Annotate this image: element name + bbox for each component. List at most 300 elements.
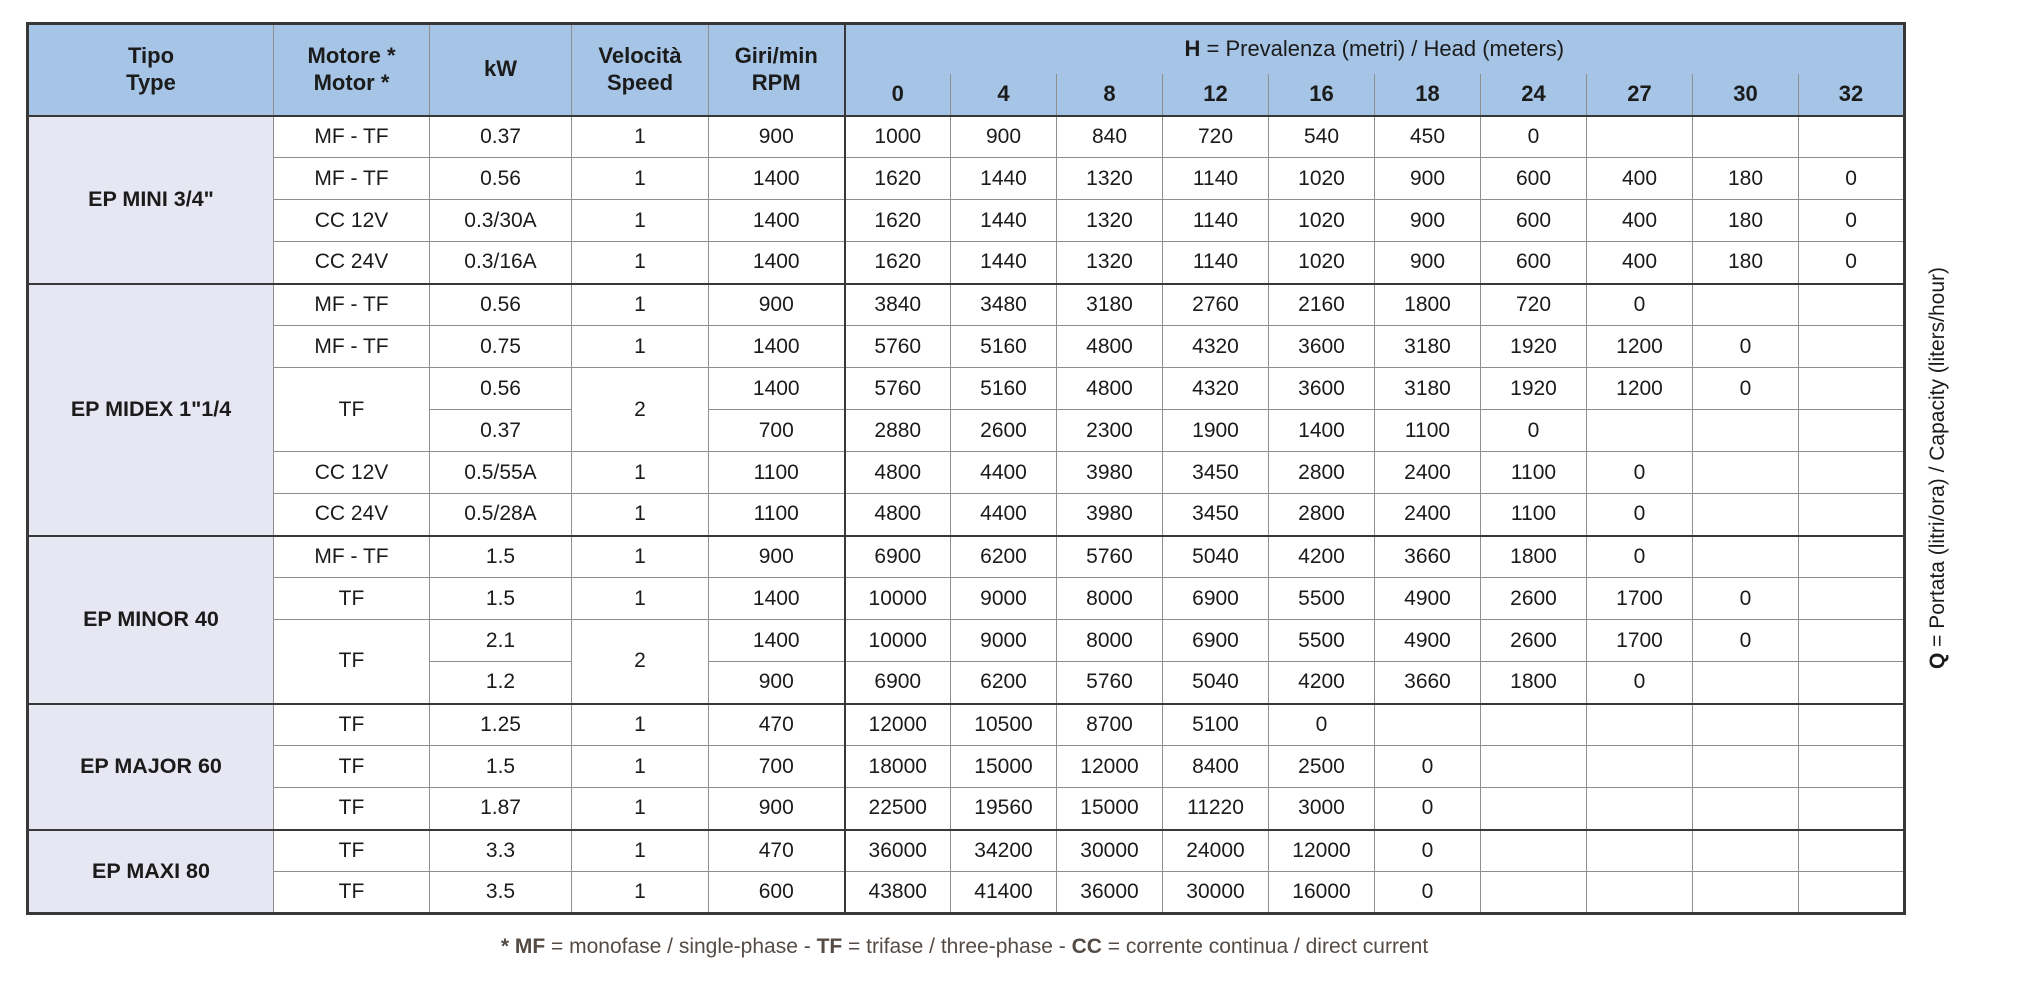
motor-cell: TF — [274, 368, 430, 452]
capacity-cell: 4800 — [845, 494, 951, 536]
capacity-cell: 1140 — [1163, 242, 1269, 284]
table-row — [28, 746, 1905, 788]
capacity-cell: 10000 — [845, 578, 951, 620]
capacity-cell: 2300 — [1057, 410, 1163, 452]
capacity-cell: 4320 — [1163, 368, 1269, 410]
header-velocita-it: Velocità — [598, 42, 682, 68]
capacity-cell: 1100 — [1481, 494, 1587, 536]
head-col-30: 30 — [1693, 74, 1799, 116]
capacity-cell: 2400 — [1375, 494, 1481, 536]
capacity-cell: 8700 — [1057, 704, 1163, 746]
capacity-cell — [1693, 536, 1799, 578]
kw-cell: 1.5 — [430, 536, 572, 578]
capacity-cell: 1140 — [1163, 158, 1269, 200]
capacity-cell: 3480 — [951, 284, 1057, 326]
header-motore-it: Motore * — [307, 42, 396, 68]
group-name-cell: EP MAXI 80 — [28, 830, 274, 914]
capacity-cell — [1587, 830, 1693, 872]
capacity-cell: 0 — [1799, 158, 1905, 200]
rpm-cell: 600 — [709, 872, 845, 914]
capacity-cell: 1620 — [845, 158, 951, 200]
capacity-cell — [1481, 788, 1587, 830]
rpm-cell: 1400 — [709, 200, 845, 242]
table-row — [28, 200, 1905, 242]
capacity-cell: 22500 — [845, 788, 951, 830]
capacity-cell: 1700 — [1587, 578, 1693, 620]
table-row — [28, 242, 1905, 284]
motor-cell: TF — [274, 620, 430, 704]
capacity-cell — [1799, 704, 1905, 746]
header-tipo — [28, 24, 274, 116]
head-col-32: 32 — [1799, 74, 1905, 116]
rpm-cell: 700 — [709, 746, 845, 788]
capacity-cell: 2500 — [1269, 746, 1375, 788]
capacity-cell: 4800 — [1057, 368, 1163, 410]
capacity-cell — [1481, 872, 1587, 914]
capacity-cell: 24000 — [1163, 830, 1269, 872]
capacity-cell: 0 — [1481, 116, 1587, 158]
capacity-cell: 1100 — [1481, 452, 1587, 494]
capacity-cell — [1693, 746, 1799, 788]
header-row-main — [28, 24, 1905, 74]
capacity-cell: 0 — [1587, 494, 1693, 536]
rpm-cell: 700 — [709, 410, 845, 452]
capacity-cell: 0 — [1375, 746, 1481, 788]
capacity-cell: 30000 — [1057, 830, 1163, 872]
capacity-cell: 3180 — [1375, 368, 1481, 410]
capacity-cell: 34200 — [951, 830, 1057, 872]
capacity-cell — [1799, 662, 1905, 704]
capacity-cell: 400 — [1587, 242, 1693, 284]
table-row — [28, 452, 1905, 494]
capacity-cell: 1020 — [1269, 242, 1375, 284]
head-col-24: 24 — [1481, 74, 1587, 116]
capacity-cell: 0 — [1693, 326, 1799, 368]
capacity-cell: 5760 — [845, 368, 951, 410]
capacity-cell: 2880 — [845, 410, 951, 452]
kw-cell: 0.3/30A — [430, 200, 572, 242]
capacity-cell: 1800 — [1375, 284, 1481, 326]
kw-cell: 1.5 — [430, 746, 572, 788]
kw-cell: 1.25 — [430, 704, 572, 746]
motor-cell: CC 24V — [274, 494, 430, 536]
capacity-cell — [1693, 116, 1799, 158]
rpm-cell: 900 — [709, 788, 845, 830]
capacity-cell — [1799, 494, 1905, 536]
capacity-cell: 1020 — [1269, 200, 1375, 242]
table-row — [28, 830, 1905, 872]
capacity-cell: 1800 — [1481, 536, 1587, 578]
capacity-cell: 12000 — [845, 704, 951, 746]
motor-cell: TF — [274, 578, 430, 620]
capacity-cell: 5500 — [1269, 578, 1375, 620]
capacity-cell: 3660 — [1375, 536, 1481, 578]
rpm-cell: 1400 — [709, 158, 845, 200]
capacity-cell: 720 — [1481, 284, 1587, 326]
capacity-cell: 36000 — [1057, 872, 1163, 914]
capacity-cell: 1900 — [1163, 410, 1269, 452]
capacity-cell: 0 — [1587, 536, 1693, 578]
head-col-16: 16 — [1269, 74, 1375, 116]
capacity-cell: 0 — [1587, 662, 1693, 704]
capacity-cell — [1693, 410, 1799, 452]
header-tipo-it: Tipo — [127, 42, 175, 68]
capacity-cell: 180 — [1693, 242, 1799, 284]
speed-cell: 1 — [572, 872, 709, 914]
capacity-cell: 9000 — [951, 620, 1057, 662]
capacity-cell: 4400 — [951, 452, 1057, 494]
header-giri-it: Giri/min — [734, 42, 818, 68]
capacity-cell: 8000 — [1057, 620, 1163, 662]
kw-cell: 3.5 — [430, 872, 572, 914]
motor-cell: TF — [274, 704, 430, 746]
capacity-cell: 1320 — [1057, 242, 1163, 284]
capacity-cell: 3000 — [1269, 788, 1375, 830]
capacity-cell: 5040 — [1163, 662, 1269, 704]
capacity-cell: 5760 — [1057, 662, 1163, 704]
capacity-cell: 19560 — [951, 788, 1057, 830]
capacity-cell — [1587, 746, 1693, 788]
capacity-cell: 180 — [1693, 200, 1799, 242]
table-row — [28, 536, 1905, 578]
rpm-cell: 1400 — [709, 242, 845, 284]
capacity-cell: 0 — [1587, 452, 1693, 494]
rpm-cell: 1400 — [709, 620, 845, 662]
capacity-cell: 4900 — [1375, 578, 1481, 620]
group-name-cell: EP MAJOR 60 — [28, 704, 274, 830]
capacity-cell: 6900 — [1163, 578, 1269, 620]
motor-cell: MF - TF — [274, 158, 430, 200]
kw-cell: 3.3 — [430, 830, 572, 872]
capacity-cell: 15000 — [1057, 788, 1163, 830]
capacity-cell: 540 — [1269, 116, 1375, 158]
capacity-cell — [1587, 410, 1693, 452]
capacity-cell: 4200 — [1269, 662, 1375, 704]
capacity-cell: 2160 — [1269, 284, 1375, 326]
capacity-cell: 1400 — [1269, 410, 1375, 452]
capacity-cell — [1799, 452, 1905, 494]
capacity-cell — [1799, 578, 1905, 620]
motor-cell: MF - TF — [274, 326, 430, 368]
capacity-cell: 10000 — [845, 620, 951, 662]
pump-capacity-table — [26, 22, 1906, 915]
capacity-cell: 6900 — [845, 662, 951, 704]
header-head-text: = Prevalenza (metri) / Head (meters) — [1200, 35, 1565, 61]
header-head-symbol: H — [1184, 35, 1201, 61]
kw-cell: 0.37 — [430, 410, 572, 452]
capacity-cell: 400 — [1587, 200, 1693, 242]
capacity-cell: 3600 — [1269, 326, 1375, 368]
table-wrap — [26, 22, 2033, 915]
speed-cell: 1 — [572, 326, 709, 368]
group-name-cell: EP MINI 3/4" — [28, 116, 274, 284]
capacity-cell: 0 — [1693, 620, 1799, 662]
capacity-cell: 9000 — [951, 578, 1057, 620]
capacity-cell — [1799, 116, 1905, 158]
kw-cell: 1.87 — [430, 788, 572, 830]
head-col-4: 4 — [951, 74, 1057, 116]
capacity-cell — [1799, 830, 1905, 872]
header-motore — [274, 24, 430, 116]
capacity-cell: 1200 — [1587, 326, 1693, 368]
header-tipo-en: Type — [126, 69, 176, 95]
capacity-cell: 4200 — [1269, 536, 1375, 578]
capacity-cell: 1140 — [1163, 200, 1269, 242]
speed-cell: 2 — [572, 368, 709, 452]
table-row — [28, 872, 1905, 914]
motor-cell: CC 12V — [274, 200, 430, 242]
capacity-cell: 0 — [1375, 788, 1481, 830]
capacity-cell: 450 — [1375, 116, 1481, 158]
speed-cell: 1 — [572, 116, 709, 158]
capacity-cell: 1200 — [1587, 368, 1693, 410]
kw-cell: 0.5/55A — [430, 452, 572, 494]
capacity-cell: 3660 — [1375, 662, 1481, 704]
head-col-0: 0 — [845, 74, 951, 116]
capacity-cell: 10500 — [951, 704, 1057, 746]
capacity-cell: 8400 — [1163, 746, 1269, 788]
head-col-27: 27 — [1587, 74, 1693, 116]
header-velocita-en: Speed — [606, 69, 674, 95]
rpm-cell: 1100 — [709, 452, 845, 494]
capacity-cell: 0 — [1375, 872, 1481, 914]
capacity-cell: 16000 — [1269, 872, 1375, 914]
capacity-cell: 1320 — [1057, 200, 1163, 242]
capacity-cell — [1693, 788, 1799, 830]
motor-cell: CC 24V — [274, 242, 430, 284]
speed-cell: 1 — [572, 788, 709, 830]
rpm-cell: 470 — [709, 704, 845, 746]
capacity-cell: 5760 — [1057, 536, 1163, 578]
capacity-cell: 2600 — [1481, 578, 1587, 620]
capacity-cell — [1587, 116, 1693, 158]
capacity-cell: 180 — [1693, 158, 1799, 200]
header-giri-en: RPM — [751, 69, 801, 95]
table-row — [28, 116, 1905, 158]
capacity-cell — [1587, 872, 1693, 914]
speed-cell: 1 — [572, 158, 709, 200]
capacity-cell — [1799, 326, 1905, 368]
capacity-cell: 3600 — [1269, 368, 1375, 410]
capacity-cell: 400 — [1587, 158, 1693, 200]
motor-cell: MF - TF — [274, 284, 430, 326]
capacity-cell — [1587, 788, 1693, 830]
capacity-cell: 6200 — [951, 662, 1057, 704]
capacity-cell — [1799, 788, 1905, 830]
speed-cell: 1 — [572, 284, 709, 326]
kw-cell: 2.1 — [430, 620, 572, 662]
capacity-cell: 600 — [1481, 158, 1587, 200]
kw-cell: 1.5 — [430, 578, 572, 620]
capacity-cell — [1693, 704, 1799, 746]
capacity-cell: 3450 — [1163, 452, 1269, 494]
capacity-cell: 4800 — [1057, 326, 1163, 368]
header-kw: kW — [430, 24, 572, 116]
kw-cell: 0.56 — [430, 284, 572, 326]
capacity-cell — [1799, 368, 1905, 410]
capacity-cell — [1693, 830, 1799, 872]
capacity-cell: 5760 — [845, 326, 951, 368]
capacity-cell: 3180 — [1375, 326, 1481, 368]
capacity-cell: 4800 — [845, 452, 951, 494]
motor-cell: TF — [274, 788, 430, 830]
capacity-cell — [1375, 704, 1481, 746]
capacity-cell: 840 — [1057, 116, 1163, 158]
table-row — [28, 368, 1905, 410]
capacity-cell — [1693, 284, 1799, 326]
capacity-cell: 0 — [1481, 410, 1587, 452]
table-row — [28, 788, 1905, 830]
capacity-cell: 6900 — [1163, 620, 1269, 662]
kw-cell: 0.56 — [430, 158, 572, 200]
capacity-cell: 5040 — [1163, 536, 1269, 578]
capacity-cell: 0 — [1693, 368, 1799, 410]
capacity-cell: 1700 — [1587, 620, 1693, 662]
rpm-cell: 900 — [709, 284, 845, 326]
capacity-cell: 2400 — [1375, 452, 1481, 494]
header-velocita — [572, 24, 709, 116]
motor-cell: TF — [274, 830, 430, 872]
head-col-8: 8 — [1057, 74, 1163, 116]
table-row — [28, 620, 1905, 662]
capacity-cell: 900 — [1375, 242, 1481, 284]
head-col-18: 18 — [1375, 74, 1481, 116]
motor-cell: TF — [274, 746, 430, 788]
capacity-cell: 5160 — [951, 368, 1057, 410]
capacity-cell: 2800 — [1269, 494, 1375, 536]
speed-cell: 1 — [572, 746, 709, 788]
speed-cell: 1 — [572, 578, 709, 620]
capacity-cell: 1440 — [951, 242, 1057, 284]
kw-cell: 0.5/28A — [430, 494, 572, 536]
header-motore-en: Motor * — [313, 69, 390, 95]
capacity-cell: 43800 — [845, 872, 951, 914]
capacity-cell: 2760 — [1163, 284, 1269, 326]
capacity-cell: 11220 — [1163, 788, 1269, 830]
capacity-cell: 900 — [951, 116, 1057, 158]
capacity-cell: 0 — [1587, 284, 1693, 326]
capacity-cell: 1320 — [1057, 158, 1163, 200]
capacity-cell — [1481, 704, 1587, 746]
capacity-cell: 1100 — [1375, 410, 1481, 452]
table-row — [28, 704, 1905, 746]
capacity-cell: 2800 — [1269, 452, 1375, 494]
capacity-cell: 2600 — [1481, 620, 1587, 662]
table-row — [28, 578, 1905, 620]
head-col-12: 12 — [1163, 74, 1269, 116]
capacity-cell — [1799, 872, 1905, 914]
kw-cell: 0.56 — [430, 368, 572, 410]
speed-cell: 1 — [572, 536, 709, 578]
capacity-cell — [1693, 662, 1799, 704]
capacity-cell: 1620 — [845, 242, 951, 284]
q-axis-column — [1906, 22, 1970, 915]
kw-cell: 0.3/16A — [430, 242, 572, 284]
capacity-cell: 8000 — [1057, 578, 1163, 620]
q-axis-label: Q = Portata (litri/ora) / Capacity (liters/hour) — [1926, 267, 1950, 670]
speed-cell: 1 — [572, 830, 709, 872]
capacity-cell — [1799, 536, 1905, 578]
speed-cell: 1 — [572, 452, 709, 494]
kw-cell: 0.37 — [430, 116, 572, 158]
capacity-cell — [1799, 284, 1905, 326]
motor-cell: CC 12V — [274, 452, 430, 494]
capacity-cell: 1920 — [1481, 368, 1587, 410]
kw-cell: 0.75 — [430, 326, 572, 368]
capacity-cell: 15000 — [951, 746, 1057, 788]
motor-cell: MF - TF — [274, 536, 430, 578]
table-row — [28, 284, 1905, 326]
capacity-cell — [1693, 872, 1799, 914]
speed-cell: 2 — [572, 620, 709, 704]
capacity-cell: 18000 — [845, 746, 951, 788]
capacity-cell: 0 — [1375, 830, 1481, 872]
capacity-cell: 36000 — [845, 830, 951, 872]
capacity-cell: 4320 — [1163, 326, 1269, 368]
speed-cell: 1 — [572, 704, 709, 746]
capacity-cell: 3980 — [1057, 452, 1163, 494]
rpm-cell: 900 — [709, 662, 845, 704]
speed-cell: 1 — [572, 200, 709, 242]
capacity-cell: 0 — [1799, 200, 1905, 242]
capacity-cell: 3450 — [1163, 494, 1269, 536]
speed-cell: 1 — [572, 494, 709, 536]
capacity-cell: 600 — [1481, 200, 1587, 242]
capacity-cell — [1693, 452, 1799, 494]
capacity-cell: 900 — [1375, 200, 1481, 242]
motor-cell: MF - TF — [274, 116, 430, 158]
capacity-cell: 1020 — [1269, 158, 1375, 200]
capacity-cell: 0 — [1693, 578, 1799, 620]
capacity-cell — [1799, 746, 1905, 788]
table-row — [28, 158, 1905, 200]
capacity-cell: 41400 — [951, 872, 1057, 914]
capacity-cell: 6900 — [845, 536, 951, 578]
capacity-cell — [1693, 494, 1799, 536]
capacity-cell: 1920 — [1481, 326, 1587, 368]
rpm-cell: 1400 — [709, 326, 845, 368]
capacity-cell: 12000 — [1269, 830, 1375, 872]
rpm-cell: 900 — [709, 116, 845, 158]
capacity-cell: 600 — [1481, 242, 1587, 284]
capacity-cell: 6200 — [951, 536, 1057, 578]
capacity-cell: 3840 — [845, 284, 951, 326]
rpm-cell: 1400 — [709, 578, 845, 620]
capacity-cell: 12000 — [1057, 746, 1163, 788]
speed-cell: 1 — [572, 242, 709, 284]
capacity-cell: 5160 — [951, 326, 1057, 368]
capacity-cell: 5500 — [1269, 620, 1375, 662]
capacity-cell: 1800 — [1481, 662, 1587, 704]
rpm-cell: 900 — [709, 536, 845, 578]
group-name-cell: EP MINOR 40 — [28, 536, 274, 704]
capacity-cell — [1587, 704, 1693, 746]
capacity-cell: 0 — [1799, 242, 1905, 284]
capacity-cell: 4400 — [951, 494, 1057, 536]
header-giri — [709, 24, 845, 116]
capacity-cell: 3980 — [1057, 494, 1163, 536]
capacity-cell — [1799, 620, 1905, 662]
rpm-cell: 1100 — [709, 494, 845, 536]
capacity-cell: 2600 — [951, 410, 1057, 452]
table-row — [28, 494, 1905, 536]
capacity-cell: 1000 — [845, 116, 951, 158]
capacity-cell — [1481, 746, 1587, 788]
capacity-cell — [1481, 830, 1587, 872]
capacity-cell: 4900 — [1375, 620, 1481, 662]
capacity-cell: 720 — [1163, 116, 1269, 158]
capacity-cell: 3180 — [1057, 284, 1163, 326]
